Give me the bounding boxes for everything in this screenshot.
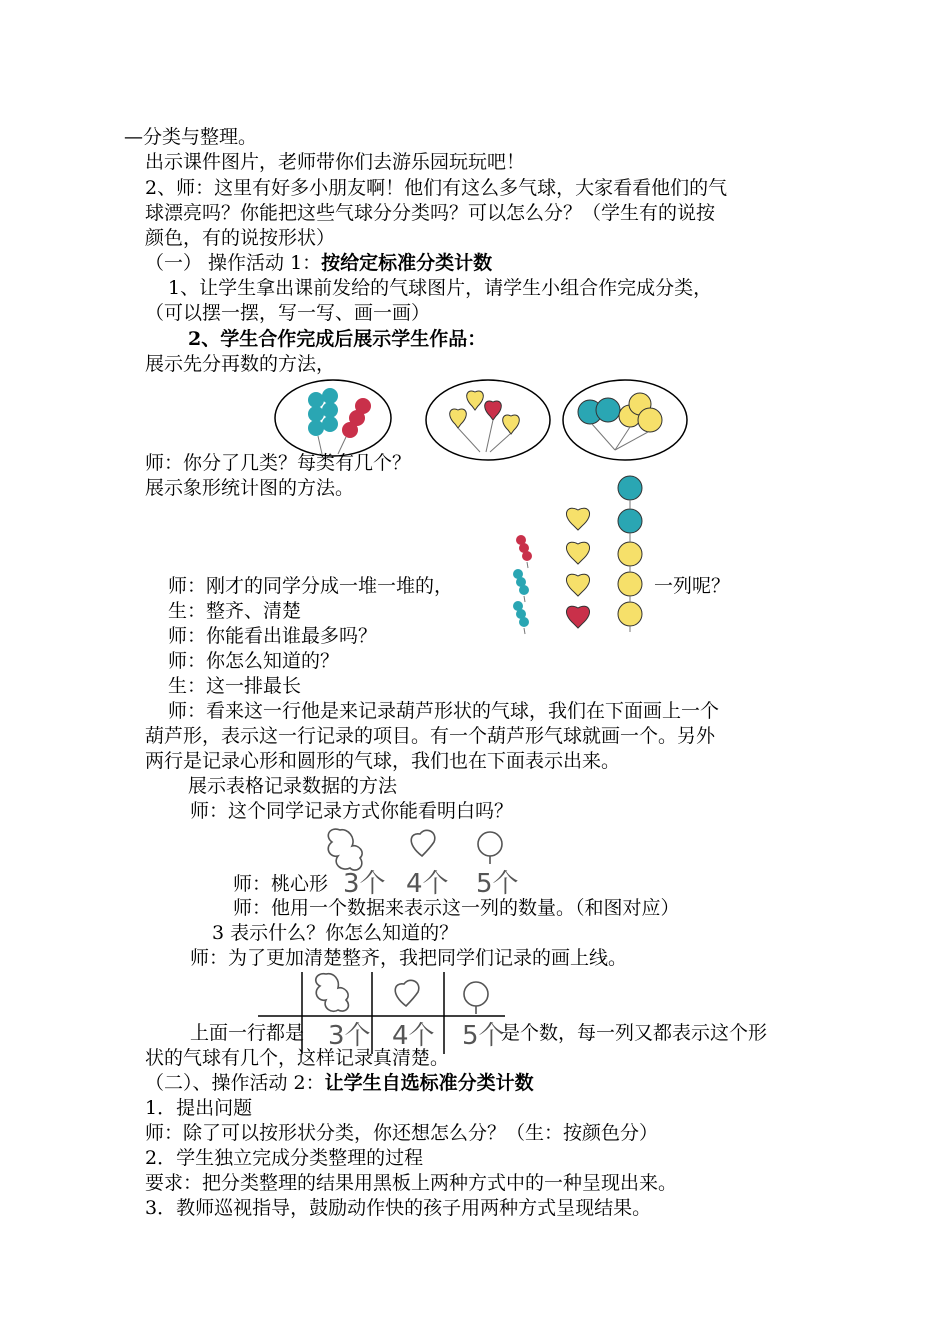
round-group: [563, 380, 687, 460]
gourd-sketch: [328, 829, 362, 870]
line-teacher-data: 师：他用一个数据来表示这一列的数量。（和图对应）: [233, 897, 680, 919]
line-question-3: 3 表示什么？你怎么知道的？: [212, 922, 459, 944]
activity-2-label: （二）、操作活动 2：: [145, 1072, 325, 1094]
gourd-group: [275, 380, 391, 456]
heart-sketch: [411, 830, 435, 856]
line-show-courseware: 出示课件图片，老师带你们去游乐园玩玩吧！: [145, 151, 526, 173]
round-sketch: [464, 982, 488, 1006]
pictograph-figure: [0, 474, 950, 634]
round-column: [618, 476, 642, 632]
line-student-longest: 生：这一排最长: [168, 675, 302, 697]
line-balloons-answer: 颜色，有的说按形状）: [145, 227, 336, 249]
line-show-method-1: 展示先分再数的方法，: [145, 353, 336, 375]
line-teacher-understand: 师：这个同学记录方式你能看明白吗？: [190, 800, 514, 822]
round-sketch: [478, 832, 502, 856]
count-gourd: 3个: [328, 1021, 371, 1051]
line-teacher-how: 师：你怎么知道的？: [168, 650, 340, 672]
heart-column: [566, 508, 589, 628]
line-teacher-explain-2: 葫芦形，表示这一行记录的项目。有一个葫芦形气球就画一个。另外: [145, 725, 716, 747]
line-teacher-guide: 3．教师巡视指导，鼓励动作快的孩子用两种方式呈现结果。: [145, 1197, 652, 1219]
ruled-record-figure: [0, 968, 950, 1058]
line-teacher-lines: 师：为了更加清楚整齐，我把同学们记录的画上线。: [190, 947, 628, 969]
count-round: 5个: [462, 1021, 505, 1051]
activity-1-label: （一） 操作活动 1：: [145, 252, 322, 274]
activity-2-heading: [145, 1071, 534, 1095]
line-section-intro: —分类与整理。: [124, 126, 258, 148]
line-teacher-explain-3: 两行是记录心形和圆形的气球，我们也在下面表示出来。: [145, 750, 621, 772]
count-heart: 4个: [406, 869, 449, 899]
activity-1-title: 按给定标准分类计数: [321, 252, 493, 274]
line-top-row-end: 是个数，每一列又都表示这个形: [501, 1022, 768, 1044]
gourd-sketch: [316, 974, 349, 1012]
line-teacher-other-way: 师：除了可以按形状分类，你还想怎么分？（生：按颜色分）: [145, 1122, 659, 1144]
count-round: 5个: [476, 869, 519, 899]
line-teacher-heart: 师：桃心形: [233, 873, 329, 895]
line-step-1: 1、让学生拿出课前发给的气球图片，请学生小组合作完成分类，: [168, 277, 713, 299]
heart-sketch: [395, 980, 419, 1006]
line-teacher-most: 师：你能看出谁最多吗？: [168, 625, 378, 647]
line-top-row: 上面一行都是: [190, 1022, 305, 1044]
line-teacher-balloons: 2、师：这里有好多小朋友啊！他们有这么多气球，大家看看他们的气: [145, 177, 728, 199]
line-step-1-hint: （可以摆一摆，写一写、画一画）: [145, 302, 431, 324]
handwritten-record-figure: [0, 820, 950, 900]
count-gourd: 3个: [343, 869, 386, 899]
line-student-neat: 生：整齐、清楚: [168, 600, 302, 622]
line-teacher-explain-1: 师：看来这一行他是来记录葫芦形状的气球，我们在下面画上一个: [168, 700, 720, 722]
line-teacher-piles-end: 一列呢？: [654, 575, 731, 597]
line-balloons-question: 球漂亮吗？你能把这些气球分分类吗？可以怎么分？（学生有的说按: [145, 202, 716, 224]
line-teacher-piles: 师：刚才的同学分成一堆一堆的，: [168, 575, 454, 597]
line-step-2: 2、学生合作完成后展示学生作品：: [188, 328, 487, 350]
gourd-column: [513, 535, 532, 634]
activity-1-heading: [145, 251, 492, 275]
line-teacher-ask-groups: 师：你分了几类？每类有几个？: [145, 452, 412, 474]
line-independent: 2．学生独立完成分类整理的过程: [145, 1147, 424, 1169]
line-requirement: 要求：把分类整理的结果用黑板上两种方式中的一种呈现出来。: [145, 1172, 678, 1194]
line-clear-record: 状的气球有几个，这样记录真清楚。: [145, 1047, 450, 1069]
line-show-method-3: 展示表格记录数据的方法: [188, 775, 398, 797]
count-heart: 4个: [392, 1021, 435, 1051]
heart-group: [426, 380, 550, 460]
activity-2-title: 让学生自选标准分类计数: [324, 1072, 534, 1094]
grouped-balloons-figure: [0, 370, 950, 470]
line-raise-question: 1．提出问题: [145, 1097, 253, 1119]
line-show-method-2: 展示象形统计图的方法。: [145, 477, 355, 499]
